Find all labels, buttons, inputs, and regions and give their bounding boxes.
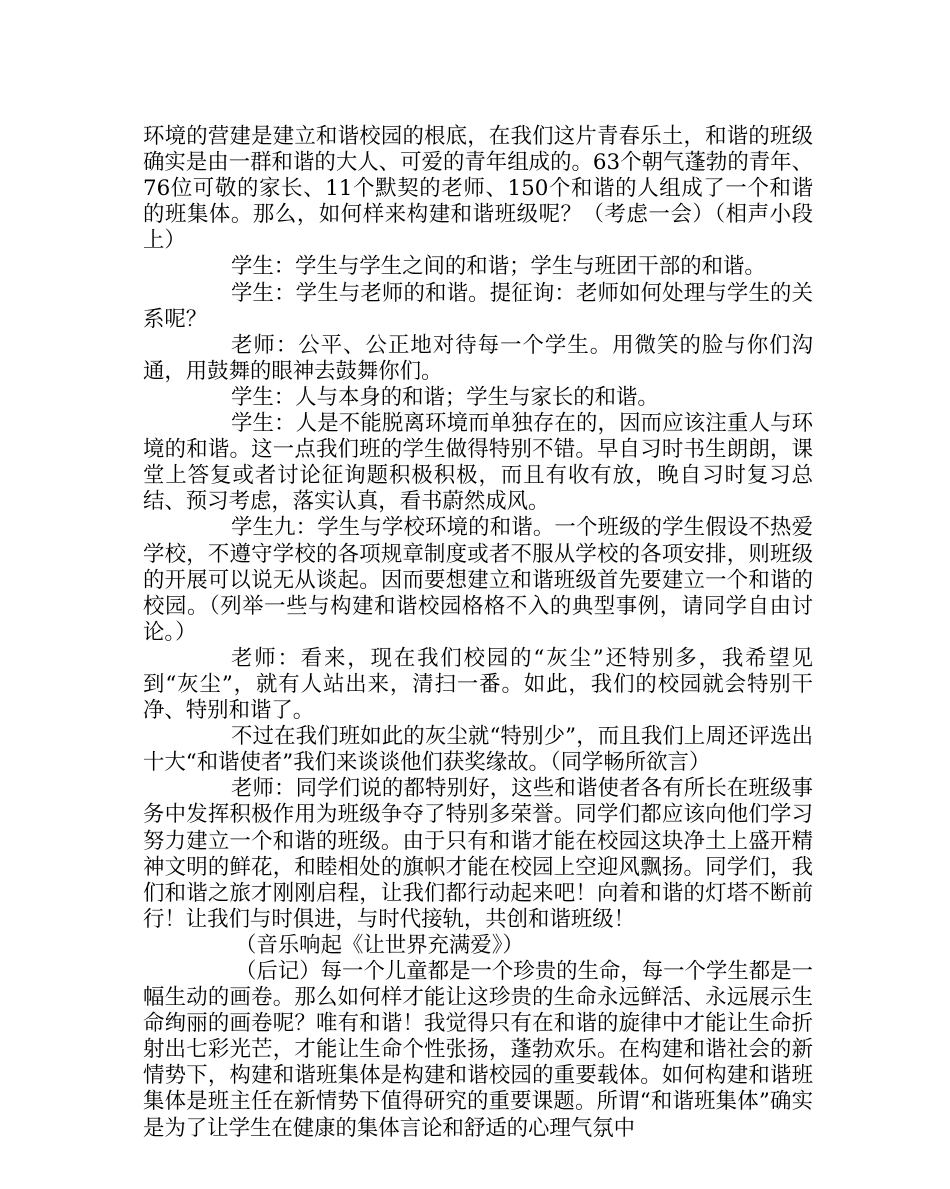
dialogue-paragraph: 老师：看来，现在我们校园的“灰尘”还特别多，我希望见到“灰尘”，就有人站出来，清扫一番。如此，我们的校园就会特别干净、特别和谐了。 xyxy=(143,645,813,724)
dialogue-paragraph: 学生九：学生与学校环境的和谐。一个班级的学生假设不热爱学校，不遵守学校的各项规章制度或者不服从学校的各项安排，则班级的开展可以说无从谈起。因而要想建立和谐班级首先要建立一个和谐的校园。（列举一些与构建和谐校园格格不入的典型事例，请同学自由讨论。） xyxy=(143,515,813,645)
dialogue-paragraph: 学生：人与本身的和谐；学生与家长的和谐。 xyxy=(231,384,659,410)
stage-direction: （音乐响起《让世界充满爱》） xyxy=(235,932,524,958)
dialogue-paragraph: 学生：人是不能脱离环境而单独存在的，因而应该注重人与环境的和谐。这一点我们班的学生做得特别不错。早自习时书生朗朗，课堂上答复或者讨论征询题积极积极，而且有收有放，晚自习时复习总结、预习考虑，落实认真，看书蔚然成风。 xyxy=(143,411,813,515)
paragraph: 环境的营建是建立和谐校园的根底，在我们这片青春乐土，和谐的班级确实是由一群和谐的大人、可爱的青年组成的。63个朝气蓬勃的青年、76位可敬的家长、11个默契的老师、150个和谐的人组成了一个和谐的班集体。那么，如何样来构建和谐班级呢？（考虑一会）（相声小段上） xyxy=(143,124,813,254)
paragraph: 不过在我们班如此的灰尘就“特别少”，而且我们上周还评选出十大“和谐使者”我们来谈谈他们获奖缘故。（同学畅所欲言） xyxy=(143,724,813,776)
dialogue-paragraph: 学生：学生与学生之间的和谐；学生与班团干部的和谐。 xyxy=(231,254,766,280)
dialogue-paragraph: 老师：同学们说的都特别好，这些和谐使者各有所长在班级事务中发挥积极作用为班级争夺了特别多荣誉。同学们都应该向他们学习努力建立一个和谐的班级。由于只有和谐才能在校园这块净土上盛开精神文明的鲜花，和睦相处的旗帜才能在校园上空迎风飘扬。同学们，我们和谐之旅才刚刚启程，让我们都行动起来吧！向着和谐的灯塔不断前行！让我们与时俱进，与时代接轨，共创和谐班级！ xyxy=(143,776,813,932)
afterword-paragraph: （后记）每一个儿童都是一个珍贵的生命，每一个学生都是一幅生动的画卷。那么如何样才能让这珍贵的生命永远鲜活、永远展示生命绚丽的画卷呢？唯有和谐！我觉得只有在和谐的旋律中才能让生命折射出七彩光芒，才能让生命个性张扬，蓬勃欢乐。在构建和谐社会的新情势下，构建和谐班集体是构建和谐校园的重要载体。如何构建和谐班集体是班主任在新情势下值得研究的重要课题。所谓“和谐班集体”确实是为了让学生在健康的集体言论和舒适的心理气氛中 xyxy=(143,959,813,1141)
dialogue-paragraph: 老师：公平、公正地对待每一个学生。用微笑的脸与你们沟通，用鼓舞的眼神去鼓舞你们。 xyxy=(143,332,813,384)
body-text xyxy=(143,124,813,1142)
dialogue-paragraph: 学生：学生与老师的和谐。提征询：老师如何处理与学生的关系呢？ xyxy=(143,280,813,332)
